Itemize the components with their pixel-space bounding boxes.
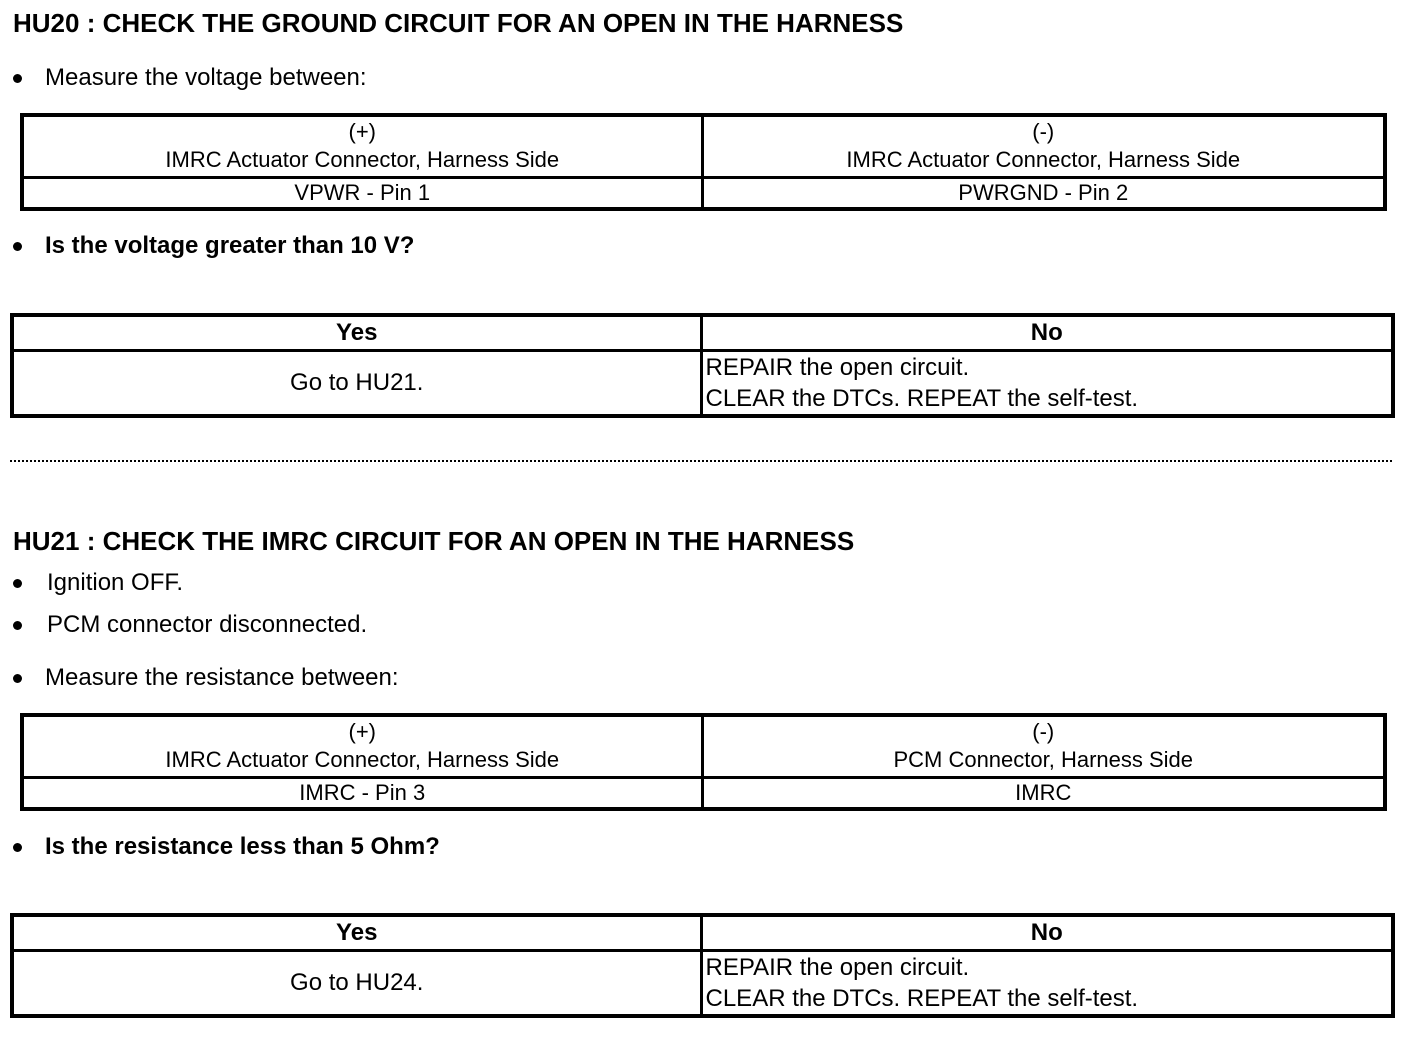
no-action-line-2: CLEAR the DTCs. REPEAT the self-test. [705, 385, 1139, 412]
step-pcm-disconnected [13, 609, 368, 641]
negative-sign: (-) [1032, 119, 1055, 145]
negative-connector: PCM Connector, Harness Side [893, 747, 1194, 773]
positive-connector: IMRC Actuator Connector, Harness Side [165, 747, 560, 773]
positive-pin: IMRC - Pin 3 [22, 777, 702, 809]
no-action [701, 951, 1393, 1017]
step-text: Measure the resistance between: [45, 664, 399, 691]
positive-probe-header [22, 115, 702, 177]
question-hu20 [13, 230, 415, 262]
question-text: Is the resistance less than 5 Ohm? [45, 833, 440, 860]
negative-pin: IMRC [702, 777, 1385, 809]
step-text: Measure the voltage between: [45, 64, 367, 91]
bullet-icon [13, 74, 22, 83]
no-action-line-1: REPAIR the open circuit. [705, 354, 970, 381]
step-ignition-off [13, 567, 184, 599]
step-text: Ignition OFF. [47, 569, 184, 596]
yes-header: Yes [12, 315, 701, 351]
positive-probe-header [22, 715, 702, 777]
section-heading-hu20: HU20 : CHECK THE GROUND CIRCUIT FOR AN OPEN IN THE HARNESS [13, 8, 904, 38]
question-text: Is the voltage greater than 10 V? [45, 232, 415, 259]
step-measure-voltage [13, 62, 367, 94]
no-header: No [701, 315, 1393, 351]
no-action [701, 351, 1393, 417]
bullet-icon [13, 843, 22, 852]
no-action-line-2: CLEAR the DTCs. REPEAT the self-test. [705, 985, 1139, 1012]
negative-pin: PWRGND - Pin 2 [702, 177, 1385, 209]
yes-action: Go to HU24. [12, 951, 701, 1017]
result-table-hu20 [10, 313, 1395, 418]
bullet-icon [13, 674, 22, 683]
step-text: PCM connector disconnected. [47, 611, 368, 638]
measurement-table-hu21 [20, 713, 1387, 811]
bullet-icon [13, 242, 22, 251]
section-divider [10, 460, 1392, 462]
result-table-hu21 [10, 913, 1395, 1018]
section-heading-hu21: HU21 : CHECK THE IMRC CIRCUIT FOR AN OPEN IN THE HARNESS [13, 526, 855, 556]
bullet-icon [13, 579, 22, 588]
yes-action: Go to HU21. [12, 351, 701, 417]
negative-probe-header [702, 715, 1385, 777]
question-hu21 [13, 831, 440, 863]
positive-pin: VPWR - Pin 1 [22, 177, 702, 209]
no-action-line-1: REPAIR the open circuit. [705, 954, 970, 981]
step-measure-resistance [13, 662, 399, 694]
bullet-icon [13, 621, 22, 630]
measurement-table-hu20 [20, 113, 1387, 211]
yes-header: Yes [12, 915, 701, 951]
positive-connector: IMRC Actuator Connector, Harness Side [165, 147, 560, 173]
no-header: No [701, 915, 1393, 951]
negative-connector: IMRC Actuator Connector, Harness Side [846, 147, 1241, 173]
negative-probe-header [702, 115, 1385, 177]
negative-sign: (-) [1032, 719, 1055, 745]
positive-sign: (+) [348, 119, 376, 145]
positive-sign: (+) [348, 719, 376, 745]
